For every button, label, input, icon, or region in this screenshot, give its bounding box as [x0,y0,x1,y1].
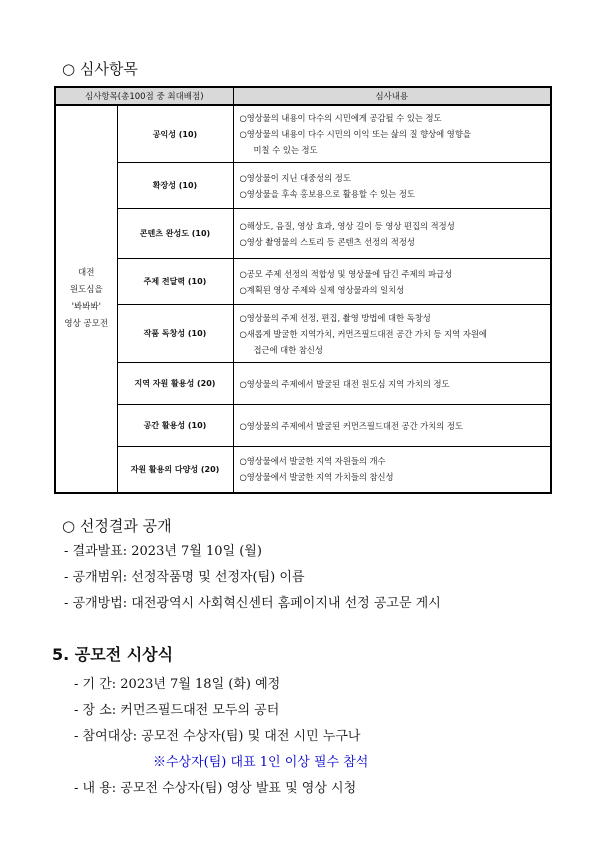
ceremony-line: - 참여대상: 공모전 수상자(팀) 및 대전 시민 누구나 [74,729,361,744]
table-row [55,305,551,363]
detail-line: ○영상물의 주제 선정, 편집, 촬영 방법에 대한 독창성 [239,312,431,323]
detail-line: ○공모 주제 선정의 적합성 및 영상물에 담긴 주제의 파급성 [239,268,453,279]
table-header-row [55,87,551,105]
criterion-cell: 확장성 (10) [117,163,233,209]
detail-line: ○영상물의 내용이 다수의 시민에게 공감될 수 있는 정도 [239,113,442,123]
section-review-title: ○ 심사항목 [62,60,138,78]
detail-cell [233,163,551,209]
detail-cell [233,259,551,305]
criterion-cell: 공간 활용성 (10) [117,405,233,447]
criterion-cell: 콘텐츠 완성도 (10) [117,209,233,259]
criterion-cell: 주제 전달력 (10) [117,259,233,305]
table-row [55,447,551,493]
detail-line: ○계획된 영상 주제와 실제 영상물과의 일치성 [239,284,405,295]
category-line: 원도심을 [69,284,103,295]
result-line: - 공개방법: 대전광역시 사회혁신센터 홈페이지내 선정 공고문 게시 [64,596,441,611]
attendance-note: ※수상자(팀) 대표 1인 이상 필수 참석 [153,755,369,770]
detail-line: 접근에 대한 참신성 [253,344,323,355]
detail-cell [233,363,551,405]
detail-line: ○영상물에서 발굴한 지역 가치들의 참신성 [239,472,394,483]
detail-line: ○영상 촬영물의 스토리 등 콘텐츠 선정의 적정성 [239,236,415,247]
detail-line: ○새롭게 발굴한 지역가치, 커먼즈필드대전 공간 가치 등 지역 자원에 [239,328,487,339]
detail-line: ○영상물에서 발굴한 지역 자원들의 개수 [239,456,386,467]
detail-cell [233,305,551,363]
category-line: 영상 공모전 [64,318,109,329]
table-row [55,405,551,447]
header-content: 심사내용 [233,87,551,105]
section-5-title: 5. 공모전 시상식 [52,645,174,664]
detail-cell [233,105,551,163]
detail-line: ○영상물의 주제에서 발굴된 대전 원도심 지역 가치의 정도 [239,378,450,389]
category-cell [55,105,117,493]
detail-line: ○영상물이 지닌 대중성의 정도 [239,172,351,183]
detail-line: ○해상도, 음질, 영상 효과, 영상 길이 등 영상 편집의 적정성 [239,220,455,231]
criterion-cell: 공익성 (10) [117,105,233,163]
header-criteria: 심사항목(총100점 중 최대배점) [55,87,233,105]
detail-line: 미칠 수 있는 정도 [253,145,318,155]
category-line: '봐봐봐' [71,301,101,312]
detail-line: ○영상물의 내용이 다수 시민의 이익 또는 삶의 질 향상에 영향을 [239,129,471,139]
criterion-cell: 작품 독창성 (10) [117,305,233,363]
ceremony-line: - 기 간: 2023년 7월 18일 (화) 예정 [74,677,281,692]
detail-line: ○영상물을 후속 홍보용으로 활용할 수 있는 정도 [239,188,415,199]
detail-cell [233,447,551,493]
table-row [55,209,551,259]
detail-line: ○영상물의 주제에서 발굴된 커먼즈필드대전 공간 가치의 정도 [239,420,463,431]
category-line: 대전 [78,267,95,278]
result-line: - 공개범위: 선정작품명 및 선정자(팀) 이름 [64,570,305,585]
evaluation-table [54,86,552,494]
ceremony-line: - 내 용: 공모전 수상자(팀) 영상 발표 및 영상 시청 [74,781,357,796]
table-row [55,259,551,305]
detail-cell [233,209,551,259]
section-result-title: ○ 선정결과 공개 [62,517,172,535]
table-row [55,163,551,209]
result-line: - 결과발표: 2023년 7월 10일 (월) [64,544,262,559]
ceremony-line: - 장 소: 커먼즈필드대전 모두의 공터 [74,703,280,718]
criterion-cell: 지역 자원 활용성 (20) [117,363,233,405]
detail-cell [233,405,551,447]
table-row [55,105,551,163]
criterion-cell: 자원 활용의 다양성 (20) [117,447,233,493]
table-row [55,363,551,405]
